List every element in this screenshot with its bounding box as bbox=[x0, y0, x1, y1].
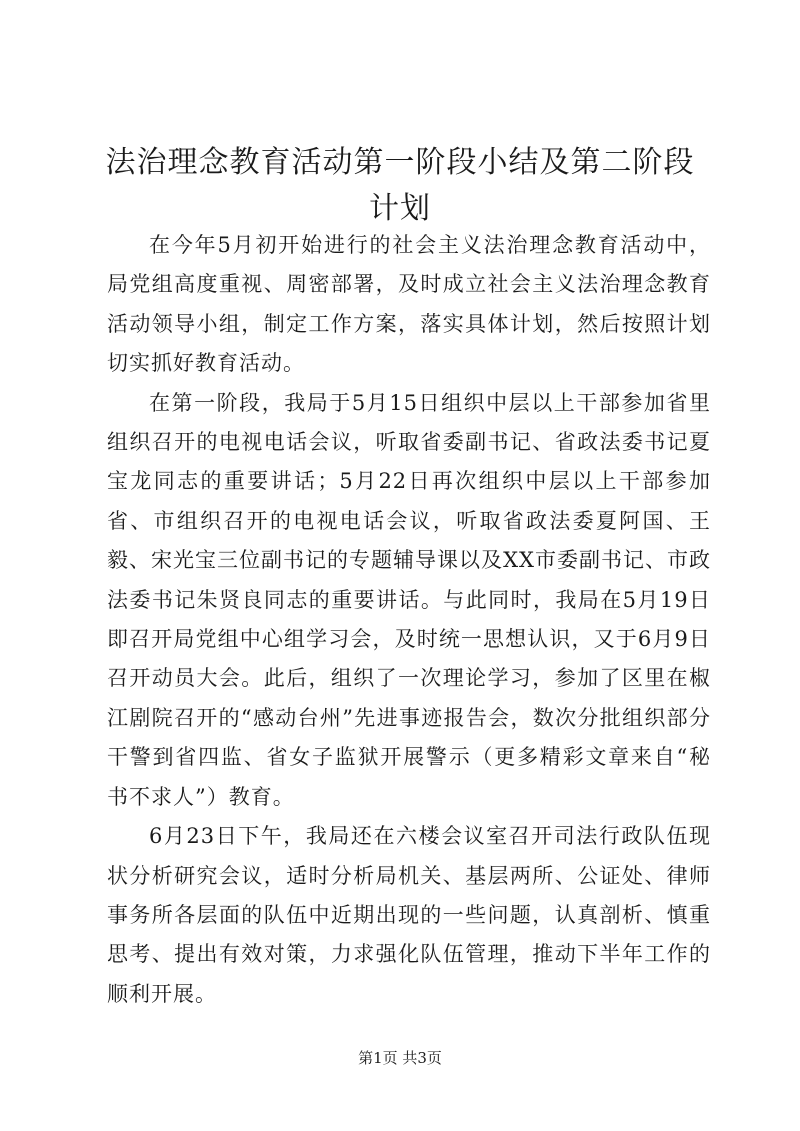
document-body bbox=[107, 226, 711, 1014]
paragraph-meeting: 6月23日下午，我局还在六楼会议室召开司法行政队伍现状分析研究会议，适时分析局机关、基层两所、公证处、律师事务所各层面的队伍中近期出现的一些问题，认真剖析、慎重思考、提出有效对策，力求强化队伍管理，推动下半年工作的顺利开展。 bbox=[107, 824, 711, 1006]
paragraph-stage-one: 在第一阶段，我局于5月15日组织中层以上干部参加省里组织召开的电视电话会议，听取省委副书记、省政法委书记夏宝龙同志的重要讲话；5月22日再次组织中层以上干部参加省、市组织召开的电视电话会议，听取省政法委夏阿国、王毅、宋光宝三位副书记的专题辅导课以及XX市委副书记、市政法委书记朱贤良同志的重要讲话。与此同时，我局在5月19日即召开局党组中心组学习会，及时统一思想认识，又于6月9日召开动员大会。此后，组织了一次理论学习，参加了区里在椒江剧院召开的“感动台州”先进事迹报告会，数次分批组织部分干警到省四监、省女子监狱开展警示（更多精彩文章来自“秘书不求人”）教育。 bbox=[107, 390, 711, 809]
page-number-footer: 第1页 共3页 bbox=[358, 1049, 442, 1067]
paragraph-intro: 在今年5月初开始进行的社会主义法治理念教育活动中，局党组高度重视、周密部署，及时成立社会主义法治理念教育活动领导小组，制定工作方案，落实具体计划，然后按照计划切实抓好教育活动。 bbox=[107, 233, 711, 376]
document-title: 法治理念教育活动第一阶段小结及第二阶段计划 bbox=[105, 145, 695, 226]
